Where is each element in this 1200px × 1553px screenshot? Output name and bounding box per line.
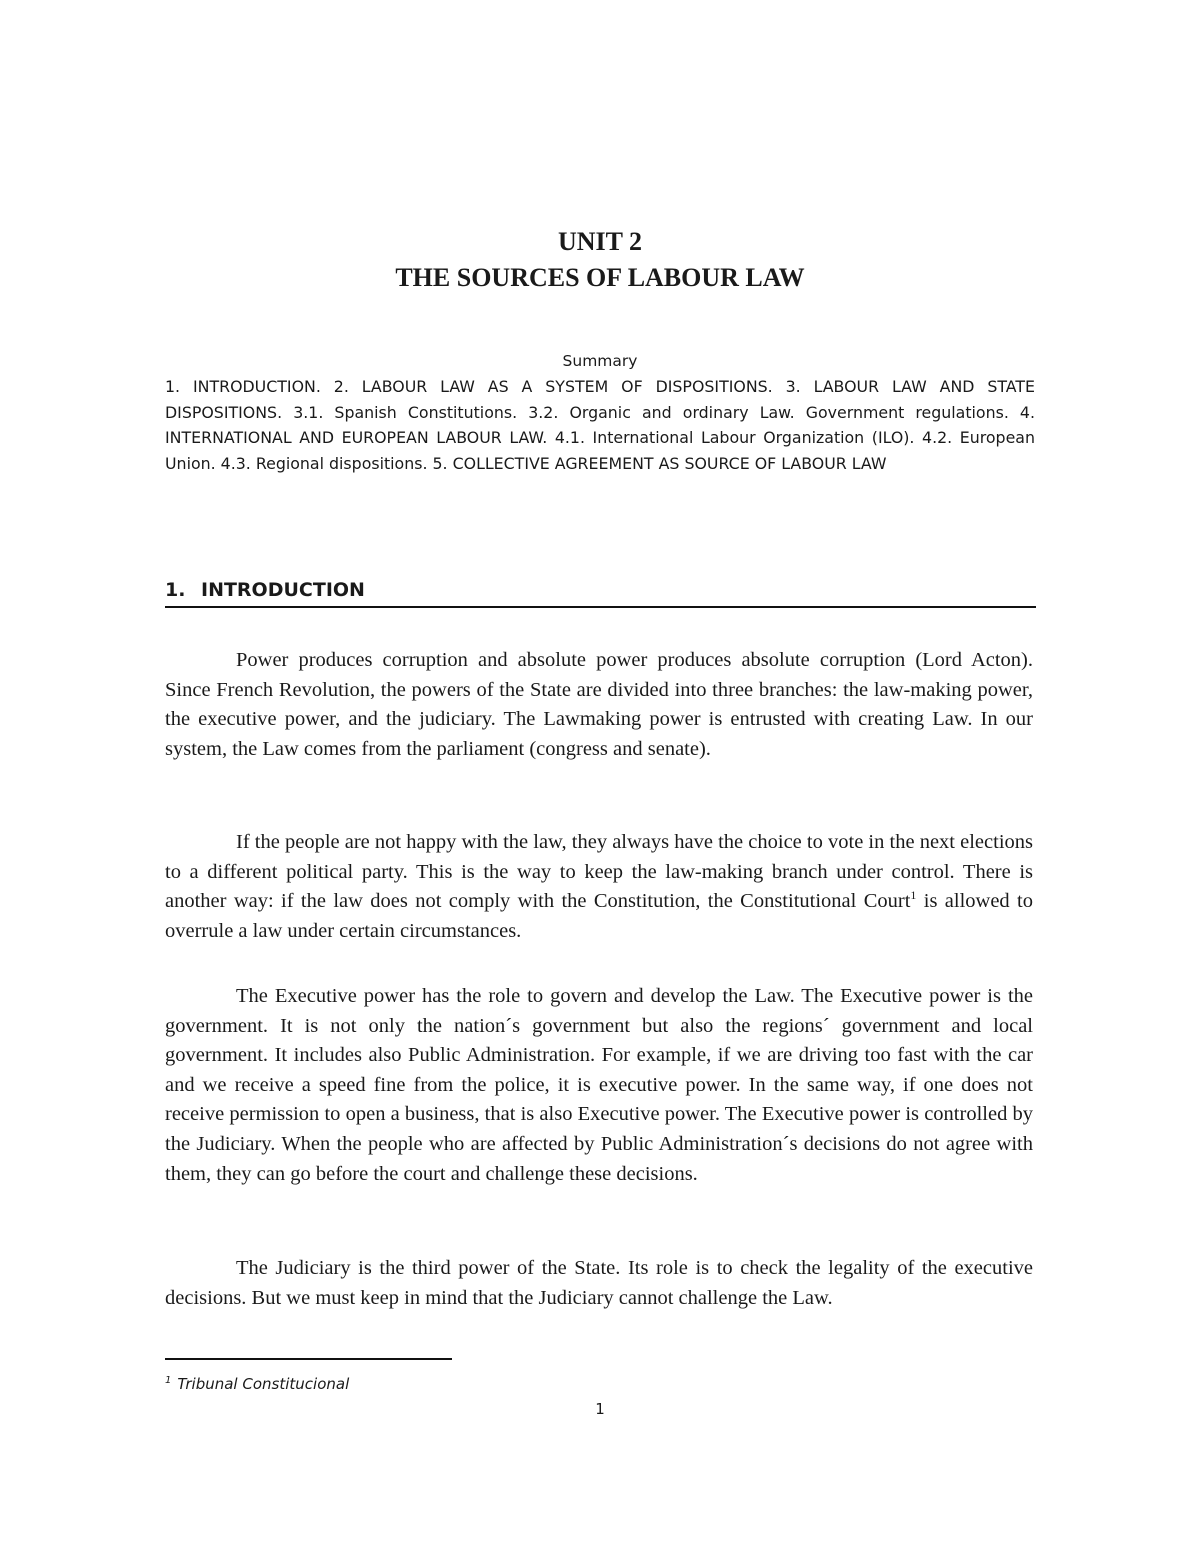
footnote-separator (165, 1358, 452, 1360)
summary-text: 1. INTRODUCTION. 2. LABOUR LAW AS A SYSTEM OF DISPOSITIONS. 3. LABOUR LAW AND STATE DISPOSITIONS. 3.1. Spanish Constitutions. 3.2. Organic and ordinary Law. Government regulations. 4. INTERNATIONAL AND EUROPEAN LABOUR LAW. 4.1. International Labour Organization (ILO). 4.2. European Union. 4.3. Regional dispositions. 5. COLLECTIVE AGREEMENT AS SOURCE OF LABOUR LAW (165, 377, 1035, 473)
paragraph-text: If the people are not happy with the law, they always have the choice to vote in the next elections to a different political party. This is the way to keep the law-making branch under control. There is another way: if the law does not comply with the Constitution, the Constitutional Court (165, 831, 1033, 913)
document-title: THE SOURCES OF LABOUR LAW (395, 263, 805, 292)
summary-heading: Summary (562, 352, 638, 370)
paragraph: Power produces corruption and absolute power produces absolute corruption (Lord Acton). Since French Revolution, the powers of the State are divided into three branches: the law-making power, the executive power, and the judiciary. The Lawmaking power is entrusted with creating Law. In our system, the Law comes from the parliament (congress and senate). (165, 649, 1033, 760)
paragraph: The Executive power has the role to govern and develop the Law. The Executive power is the government. It is not only the nation´s government but also the regions´ government and local government. It includes also Public Administration. For example, if we are driving too fast with the car and we receive a speed fine from the police, it is executive power. In the same way, if one does not receive permission to open a business, that is also Executive power. The Executive power is controlled by the Judiciary. When the people who are affected by Public Administration´s decisions do not agree with them, they can go before the court and challenge these decisions. (165, 985, 1033, 1185)
paragraph (165, 828, 1033, 946)
page-number: 1 (595, 1400, 605, 1418)
footnote-text: Tribunal Constitucional (177, 1375, 350, 1393)
section-number: 1. (165, 579, 186, 601)
footnote (165, 1373, 765, 1395)
section-underline (165, 606, 1036, 608)
paragraph-text: is allowed to overrule a law under certain circumstances. (165, 890, 1033, 942)
unit-label: UNIT 2 (557, 227, 643, 256)
footnote-reference[interactable]: 1 (910, 888, 917, 903)
paragraph: The Judiciary is the third power of the State. Its role is to check the legality of the executive decisions. But we must keep in mind that the Judiciary cannot challenge the Law. (165, 1257, 1033, 1309)
footnote-marker: 1 (165, 1375, 172, 1386)
section-heading (165, 576, 1035, 604)
section-title: INTRODUCTION (201, 579, 365, 601)
document-title-block (165, 224, 1035, 296)
